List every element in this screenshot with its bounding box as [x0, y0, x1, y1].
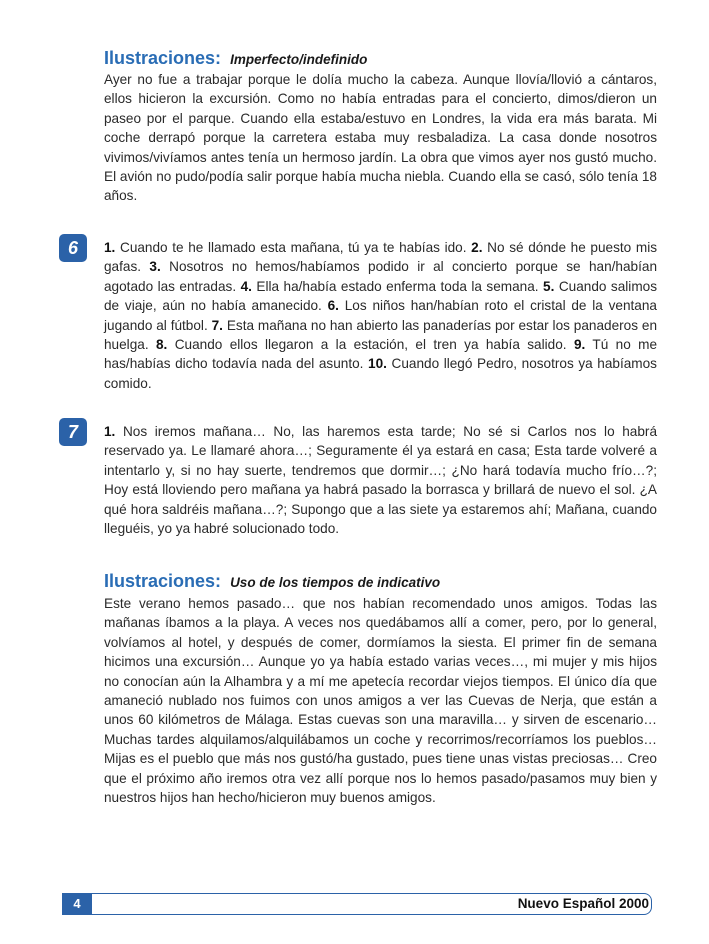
section-heading-subtitle: Imperfecto/indefinido: [230, 52, 368, 67]
section-heading-subtitle: Uso de los tiempos de indicativo: [230, 575, 441, 590]
exercise-7-answers: [104, 422, 657, 538]
section-body-indicativo: Este verano hemos pasado… que nos habían recomendado unos amigos. Todas las mañanas íbamos a la playa. A veces nos quedábamos allí a comer, pero, por lo general, volvíamos al hotel, y después de comer, dormíamos la siesta. El primer fin de semana hicimos una excursión… Aunque yo ya había estado varias veces…, mi mujer y mis hijos no conocían aún la Alhambra y a mí me apetecía recordar viejos tiempos. El único día que amaneció nublado nos fuimos con unos amigos a ver las Cuevas de Nerja, que están a unos 60 kilómetros de Málaga. Estas cuevas son una maravilla… y sirven de escenario… Muchas tardes alquilamos/alquilábamos un coche y recorrimos/recorríamos los pueblos… Mijas es el pueblo que más nos gustó/ha gustado, pues tiene unas vistas preciosas… Creo que el próximo año iremos otra vez allí porque nos lo hemos pasado/pasamos muy bien y nuestros hijos han hecho/hicieron muy buenos amigos.: [104, 596, 657, 806]
item-text: Los niños han/habían roto el cristal de la ventana jugando al fútbol.: [104, 298, 657, 333]
item-number: 4.: [240, 278, 252, 294]
item-number: 2.: [471, 240, 483, 255]
section-heading-imperfecto: [104, 47, 367, 71]
item-text: Cuando llegó Pedro, nosotros ya habíamos comido.: [104, 356, 657, 391]
item-text: Nosotros no hemos/habíamos podido ir al concierto porque se han/habían agotado las entradas.: [104, 259, 658, 294]
item-text: Cuando ellos llegaron a la estación, el tren ya había salido.: [174, 337, 567, 353]
item-number: 6.: [327, 298, 339, 314]
item-text: Cuando salimos de viaje, aún no había amanecido.: [104, 278, 658, 314]
item-number: 7.: [211, 317, 223, 333]
section-heading-indicativo: [104, 570, 440, 594]
book-title: Nuevo Español 2000: [517, 896, 649, 911]
item-number: 9.: [573, 337, 586, 353]
item-number: 1.: [104, 424, 116, 439]
section-heading-title: Ilustraciones:: [104, 571, 222, 591]
item-text: Nos iremos mañana… No, las haremos esta tarde; No sé si Carlos nos lo habrá reservado ya. Le llamaré ahora…; Seguramente él ya estará en casa; Esta tarde volveré a intentarlo y, si no hay suerte, tendremos que dormir…; ¿No hará todavía mucho frío…?; Hoy está lloviendo pero mañana ya habrá pasado la borrasca y brillará de nuevo el sol. ¿A qué hora saldréis mañana…?; Supongo que a las siete ya estaremos ahí; Mañana, cuando lleguéis, yo ya habré solucionado todo.: [104, 424, 658, 537]
exercise-number-badge: 7: [59, 418, 87, 446]
item-text: Esta mañana no han abierto las panaderías por estar los panaderos en huelga.: [104, 317, 658, 353]
section-body-imperfecto: Ayer no fue a trabajar porque le dolía mucho la cabeza. Aunque llovía/llovió a cántaros, ellos hicieron la excursión. Como no había entradas para el concierto, dimos/dieron un paseo por el parque. Cuando ella estaba/estuvo en Londres, la vida era más barata. Mi coche derrapó porque la carretera estaba muy resbaladiza. La casa donde nosotros vivimos/vivíamos antes tenía un hermoso jardín. La obra que vimos ayer nos gustó mucho. El avión no pudo/podía salir porque había mucha niebla. Cuando ella se casó, sólo tenía 18 años.: [104, 72, 657, 204]
exercise-6-answers: [104, 238, 657, 393]
item-number: 5.: [543, 278, 555, 294]
item-text: Ella ha/había estado enferma toda la semana.: [256, 278, 539, 294]
item-text: No sé dónde he puesto mis gafas.: [104, 240, 658, 275]
item-text: Cuando te he llamado esta mañana, tú ya te habías ido.: [120, 240, 467, 255]
item-number: 1.: [104, 240, 116, 255]
item-number: 3.: [149, 259, 161, 275]
section-heading-title: Ilustraciones:: [104, 48, 222, 68]
item-text: Tú no me has/habías dicho todavía nada del asunto.: [104, 337, 658, 372]
exercise-number-badge: 6: [59, 234, 87, 262]
page-number: 4: [62, 893, 92, 915]
item-number: 10.: [368, 356, 387, 372]
item-number: 8.: [155, 337, 168, 353]
